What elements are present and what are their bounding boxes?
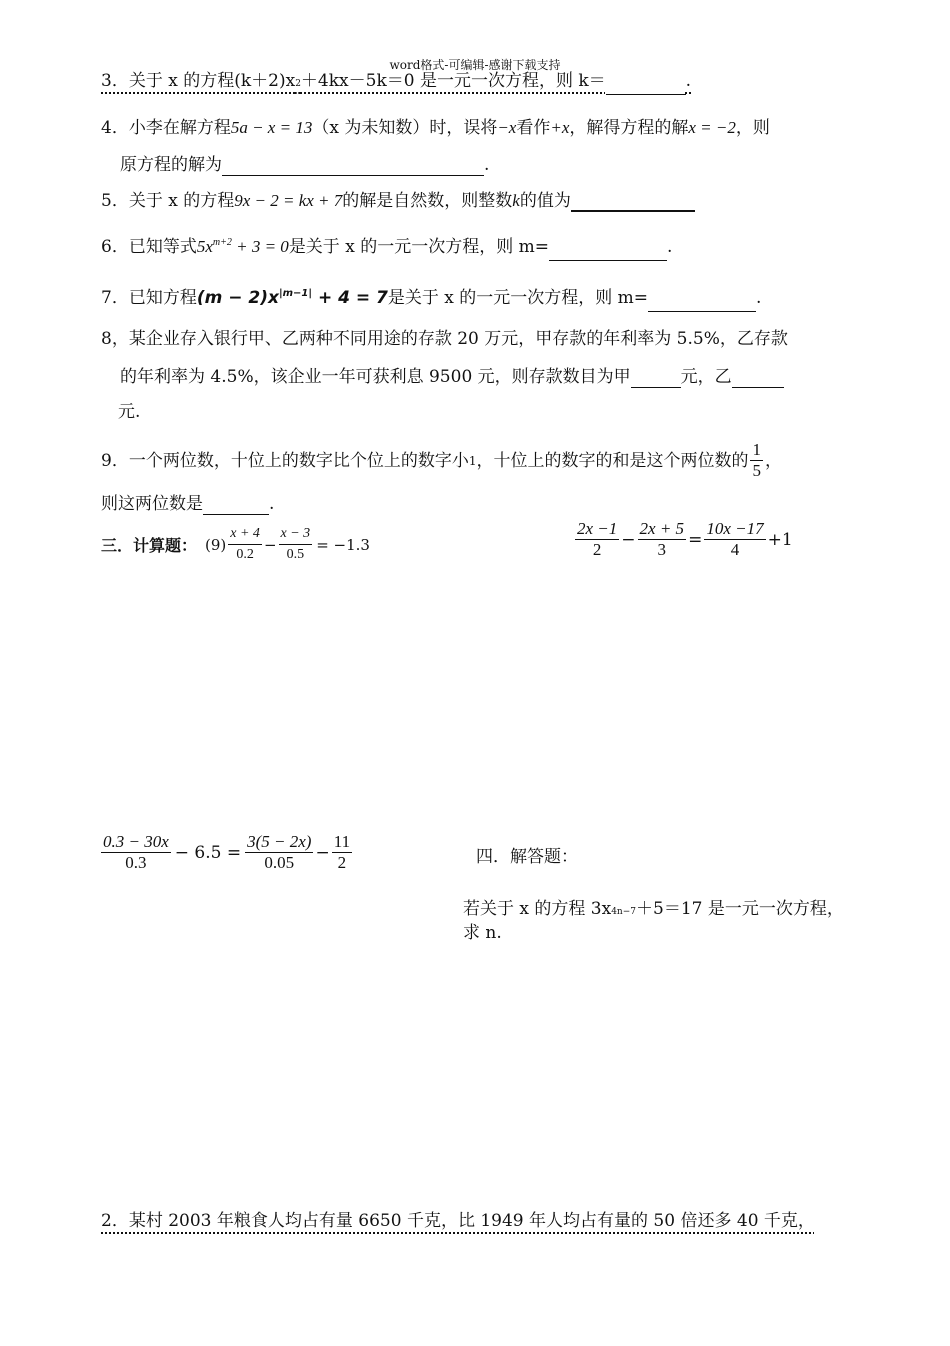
q6-equation-base: 5x <box>196 237 213 256</box>
eq1-frac1 <box>228 524 262 565</box>
q6-text-post: 是关于 x 的一元一次方程，则 m= <box>288 237 549 257</box>
eq3-den2: 0.05 <box>264 853 295 872</box>
q4-text-post: ，解得方程的解 <box>569 118 689 138</box>
s4q1-text-post: ＋5＝17 是一元一次方程， <box>636 899 844 919</box>
q6-equation-rest: + 3 = 0 <box>231 237 289 256</box>
q9-line2-text: 则这两位数是 <box>101 494 203 514</box>
eq1-rhs: = −1.3 <box>316 535 370 554</box>
q9-answer-blank[interactable] <box>203 498 269 515</box>
q9-text-mid: ，十位上的数字的和是这个两位数的 <box>476 450 749 471</box>
eq3-frac3 <box>332 832 352 873</box>
eq2-den2: 3 <box>657 540 667 559</box>
eq2-frac3 <box>704 519 765 560</box>
q7-exponent: |m−1| <box>278 288 313 299</box>
equation-3 <box>99 832 354 873</box>
eq2-equals: = <box>688 529 703 550</box>
eq3-frac1 <box>101 832 171 873</box>
eq2-rhs: +1 <box>767 529 793 550</box>
eq3-mid: − 6.5 = <box>174 842 242 863</box>
question-9-line-1 <box>101 440 782 481</box>
eq3-den1: 0.3 <box>125 853 147 872</box>
problem-9-label: (9) <box>205 535 227 554</box>
q8-blank-yi[interactable] <box>732 371 784 388</box>
q5-equation: 9x − 2 = kx + 7 <box>234 191 343 210</box>
q7-end: . <box>756 288 762 308</box>
q3-exponent: 2 <box>295 79 301 89</box>
q9-one: 1 <box>468 453 477 468</box>
s4q1-exponent: 4n−7 <box>611 907 636 917</box>
eq2-den3: 4 <box>730 540 740 559</box>
q9-frac-num: 1 <box>752 440 761 459</box>
eq3-num1: 0.3 − 30x <box>103 832 169 851</box>
page-header: word格式-可编辑-感谢下载支持 <box>389 58 561 72</box>
q5-text-pre: 5．关于 x 的方程 <box>101 191 235 211</box>
section-4-q1-line-1 <box>463 898 844 923</box>
eq1-frac2 <box>279 524 313 565</box>
q6-end: . <box>666 237 673 257</box>
q9-line2-end: . <box>269 494 275 514</box>
q9-frac-den: 5 <box>752 461 761 480</box>
question-8-line-2 <box>120 366 784 388</box>
q5-k: k <box>512 191 520 210</box>
q3-text-pre: 3．关于 x 的方程(k＋2) <box>101 71 286 91</box>
q6-answer-blank[interactable] <box>549 244 667 261</box>
q4-end: . <box>484 155 490 175</box>
question-4-line-1 <box>101 117 770 139</box>
q9-text-pre: 9．一个两位数，十位上的数字比个位上的数字小 <box>101 450 469 471</box>
eq1-den2: 0.5 <box>286 547 305 562</box>
q7-equation-rest: + 4 = 7 <box>312 288 388 308</box>
q4-text-pre: 4．小李在解方程 <box>101 118 231 138</box>
question-5 <box>101 190 695 212</box>
q4-equation: 5a − x = 13 <box>230 118 313 137</box>
eq2-frac1 <box>575 519 619 560</box>
eq3-num3: 11 <box>333 832 351 851</box>
q9-fraction <box>750 440 763 481</box>
q3-text-post: ＋4kx－5k＝0 是一元一次方程，则 k＝ <box>300 71 606 91</box>
question-6 <box>101 236 672 261</box>
eq2-den1: 2 <box>592 540 602 559</box>
q5-answer-blank[interactable] <box>571 194 695 212</box>
eq3-num2: 3(5 − 2x) <box>247 832 312 851</box>
section-3-title: 三．计算题： <box>101 536 198 555</box>
eq1-op: − <box>263 535 277 554</box>
question-2-bottom: 2．某村 2003 年粮食人均占有量 6650 千克，比 1949 年人均占有量的 50 倍还多 40 千克， <box>101 1211 815 1231</box>
q4-then: ，则 <box>735 118 770 138</box>
q5-text-post: 的解是自然数，则整数 <box>342 191 513 211</box>
q4-minus-x: −x <box>497 118 517 137</box>
eq2-op: − <box>621 529 636 550</box>
s4q1-text-pre: 若关于 x 的方程 3x <box>463 899 612 919</box>
q6-text-pre: 6．已知等式 <box>101 237 197 257</box>
q3-answer-blank[interactable] <box>606 78 686 95</box>
q8-line2-pre: 的年利率为 4.5%，该企业一年可获利息 9500 元，则存款数目为甲 <box>120 367 631 387</box>
q5-text-post2: 的值为 <box>519 191 571 211</box>
equation-2 <box>573 519 793 560</box>
q4-text-mid: （x 为未知数）时，误将 <box>312 118 498 138</box>
q6-exponent: m+2 <box>212 237 232 248</box>
q8-blank-jia[interactable] <box>631 371 681 388</box>
question-9-line-2 <box>101 493 274 515</box>
eq3-den3: 2 <box>337 853 347 872</box>
q4-line2-text: 原方程的解为 <box>120 155 222 175</box>
q4-solution: x = −2 <box>688 118 736 137</box>
eq2-num3: 10x −17 <box>706 519 764 538</box>
eq3-op: − <box>315 842 330 863</box>
q7-text-pre: 7．已知方程 <box>101 288 197 308</box>
q8-line2-mid: 元，乙 <box>680 367 732 387</box>
eq1-num1: x + 4 <box>228 524 262 545</box>
q4-plus-x: +x <box>550 118 570 137</box>
q4-answer-blank[interactable] <box>222 159 484 176</box>
eq3-frac2 <box>245 832 313 873</box>
eq2-frac2 <box>638 519 687 560</box>
q3-x: x <box>285 71 296 91</box>
q3-end: . <box>685 71 692 91</box>
question-7 <box>101 287 761 312</box>
eq2-num2: 2x + 5 <box>639 519 685 538</box>
q4-seen-as: 看作 <box>516 118 551 138</box>
eq2-num1: 2x −1 <box>577 519 618 538</box>
eq1-den1: 0.2 <box>236 547 254 562</box>
q9-end: ， <box>764 450 782 471</box>
question-8-line-3: 元. <box>118 402 141 422</box>
eq1-num2: x − 3 <box>279 524 313 545</box>
question-8-line-1: 8，某企业存入银行甲、乙两种不同用途的存款 20 万元，甲存款的年利率为 5.5%，乙存款 <box>101 329 788 349</box>
section-3-row <box>101 524 370 565</box>
question-3 <box>101 70 691 95</box>
q7-equation-base: (m − 2)x <box>196 288 279 308</box>
q7-answer-blank[interactable] <box>648 295 756 312</box>
section-4-title: 四．解答题： <box>476 847 578 867</box>
section-4-q1-line-2: 求 n. <box>463 923 502 943</box>
question-4-line-2 <box>120 154 489 176</box>
q7-text-post: 是关于 x 的一元一次方程，则 m= <box>387 288 649 308</box>
